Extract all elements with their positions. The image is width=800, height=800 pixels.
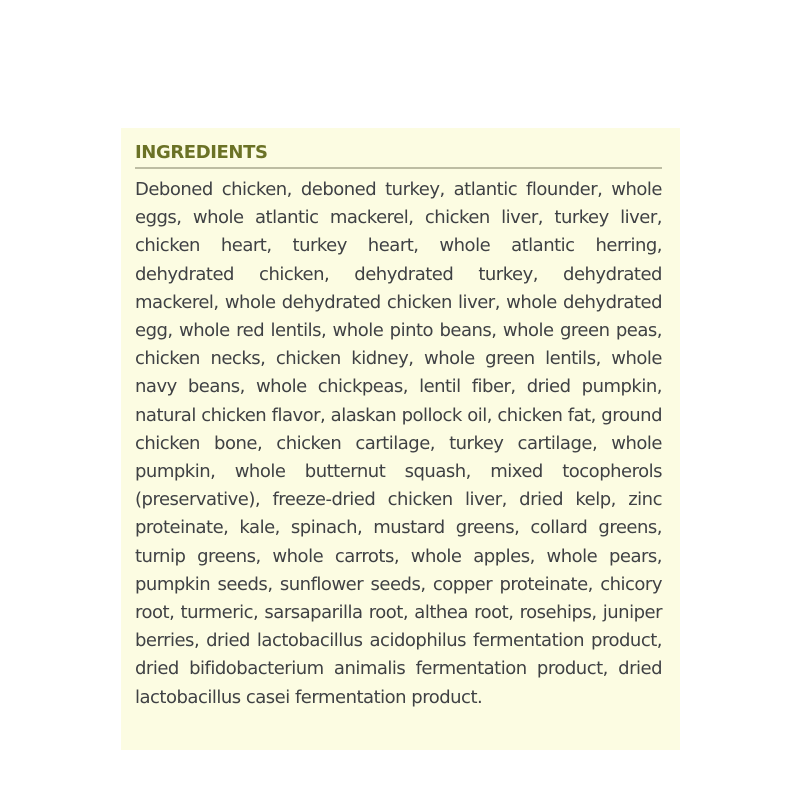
- ingredients-list-text: Deboned chicken, deboned turkey, atlantic flounder, whole eggs, whole atlantic mackerel, chicken liver, turkey liver, chicken heart, turkey heart, whole atlantic herring, dehydrated chicken, dehydrated turkey, dehydrated mackerel, whole dehydrated chicken liver, whole dehydrated egg, whole red lentils, whole pinto beans, whole green peas, chicken necks, chicken kidney, whole green lentils, whole navy beans, whole chickpeas, lentil fiber, dried pumpkin, natural chicken flavor, alaskan pollock oil, chicken fat, ground chicken bone, chicken cartilage, turkey cartilage, whole pumpkin, whole butternut squash, mixed tocopherols (preservative), freeze-dried chicken liver, dried kelp, zinc proteinate, kale, spinach, mustard greens, collard greens, turnip greens, whole carrots, whole apples, whole pears, pumpkin seeds, sunflower seeds, copper proteinate, chicory root, turmeric, sarsaparilla root, althea root, rosehips, juniper berries, dried lactobacillus acidophilus fermentation product, dried bifidobacterium animalis fermentation product, dried lactobacillus casei fermentation product.: [135, 179, 662, 708]
- ingredients-panel: [121, 128, 680, 750]
- ingredients-heading: INGREDIENTS: [135, 141, 662, 169]
